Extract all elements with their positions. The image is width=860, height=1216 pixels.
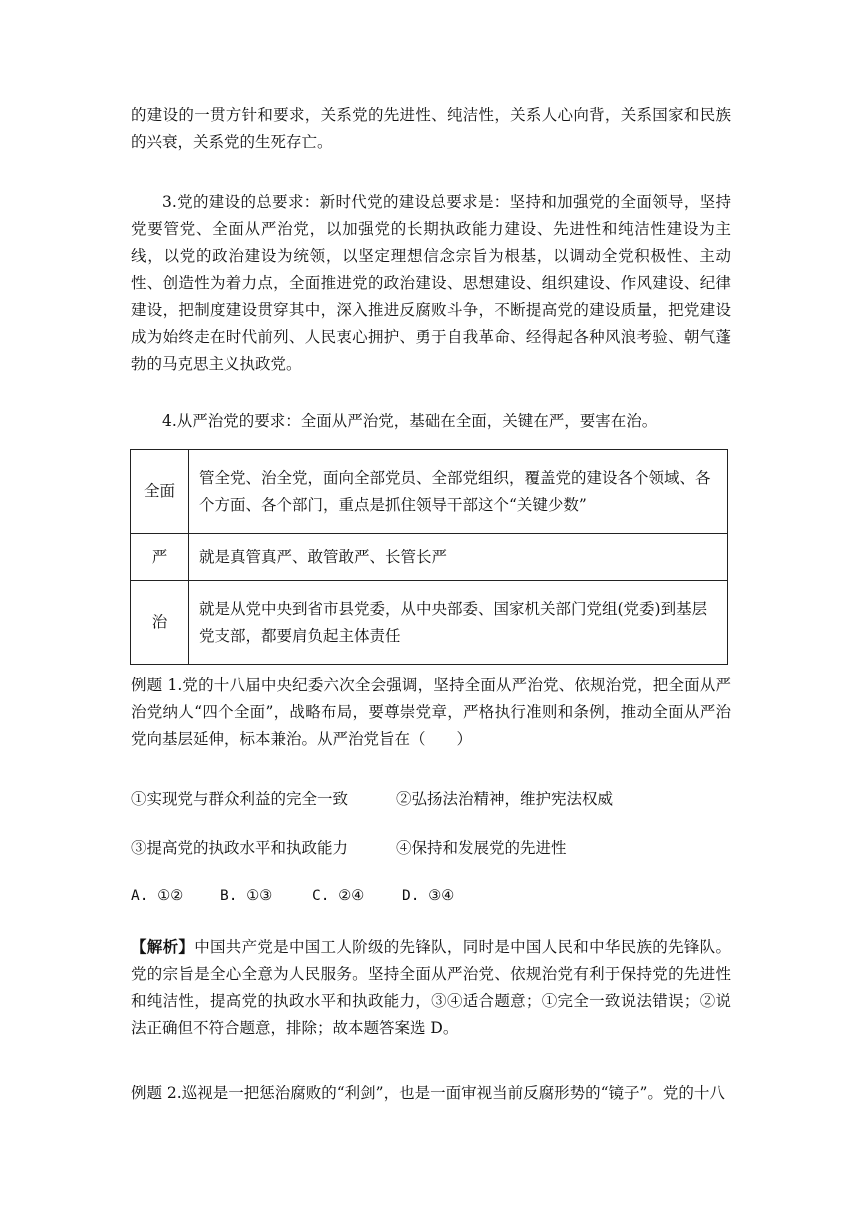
example-1-analysis — [131, 933, 731, 1042]
option-1: ①实现党与群众利益的完全一致 — [131, 790, 349, 808]
table-value-cell: 就是真管真严、敢管敢严、长管长严 — [189, 534, 728, 581]
option-3: ③提高党的执政水平和执政能力 — [131, 839, 349, 857]
table-row — [131, 581, 728, 665]
option-4: ④保持和发展党的先进性 — [396, 839, 567, 857]
paragraph-general-requirements: 3.党的建设的总要求：新时代党的建设总要求是：坚持和加强党的全面领导，坚持党要管党、全面从严治党，以加强党的长期执政能力建设、先进性和纯洁性建设为主线，以党的政治建设为统领，以坚定理想信念宗旨为根基，以调动全党积极性、主动性、创造性为着力点，全面推进党的政治建设、思想建设、组织建设、作风建设、纪律建设，把制度建设贯穿其中，深入推进反腐败斗争，不断提高党的建设质量，把党建设成为始终走在时代前列、人民衷心拥护、勇于自我革命、经得起各种风浪考验、朝气蓬勃的马克思主义执政党。 — [131, 193, 731, 373]
table-key-cell: 治 — [131, 581, 189, 665]
table-key-cell: 全面 — [131, 450, 189, 534]
table-value-cell: 管全党、治全党，面向全部党员、全部党组织，覆盖党的建设各个领域、各个方面、各个部门，重点是抓住领导干部这个“关键少数” — [189, 450, 728, 534]
example-1-question: 例题 1.党的十八届中央纪委六次全会强调，坚持全面从严治党、依规治党，把全面从严治党纳人“四个全面”，战略布局，要尊崇党章，严格执行准则和条例，推动全面从严治党向基层延伸，标本兼治。从严治党旨在（ ） — [131, 676, 731, 748]
analysis-label: 【解析】 — [131, 937, 195, 956]
option-2: ②弘扬法治精神，维护宪法权威 — [396, 790, 614, 808]
requirements-table — [130, 449, 728, 665]
table-key-cell: 严 — [131, 534, 189, 581]
choice-a: A. ①② — [131, 888, 184, 904]
paragraph-strict-governance: 4.从严治党的要求：全面从严治党，基础在全面，关键在严，要害在治。 — [162, 412, 658, 430]
analysis-text: 中国共产党是中国工人阶级的先锋队，同时是中国人民和中华民族的先锋队。党的宗旨是全心全意为人民服务。坚持全面从严治党、依规治党有利于保持党的先进性和纯洁性，提高党的执政水平和执政能力，③④适合题意；①完全一致说法错误；②说法正确但不符合题意，排除；故本题答案选 D。 — [131, 938, 731, 1037]
table-row — [131, 534, 728, 581]
choice-d: D. ③④ — [402, 888, 455, 904]
paragraph-continuation: 的建设的一贯方针和要求，关系党的先进性、纯洁性，关系人心向背，关系国家和民族的兴衰，关系党的生死存亡。 — [131, 106, 731, 151]
choice-b: B. ①③ — [220, 888, 273, 904]
example-2-question: 例题 2.巡视是一把惩治腐败的“利剑”，也是一面审视当前反腐形势的“镜子”。党的十八 — [131, 1084, 725, 1102]
choice-c: C. ②④ — [312, 888, 365, 904]
table-value-cell: 就是从党中央到省市县党委，从中央部委、国家机关部门党组(党委)到基层党支部，都要肩负起主体责任 — [189, 581, 728, 665]
table-row — [131, 450, 728, 534]
